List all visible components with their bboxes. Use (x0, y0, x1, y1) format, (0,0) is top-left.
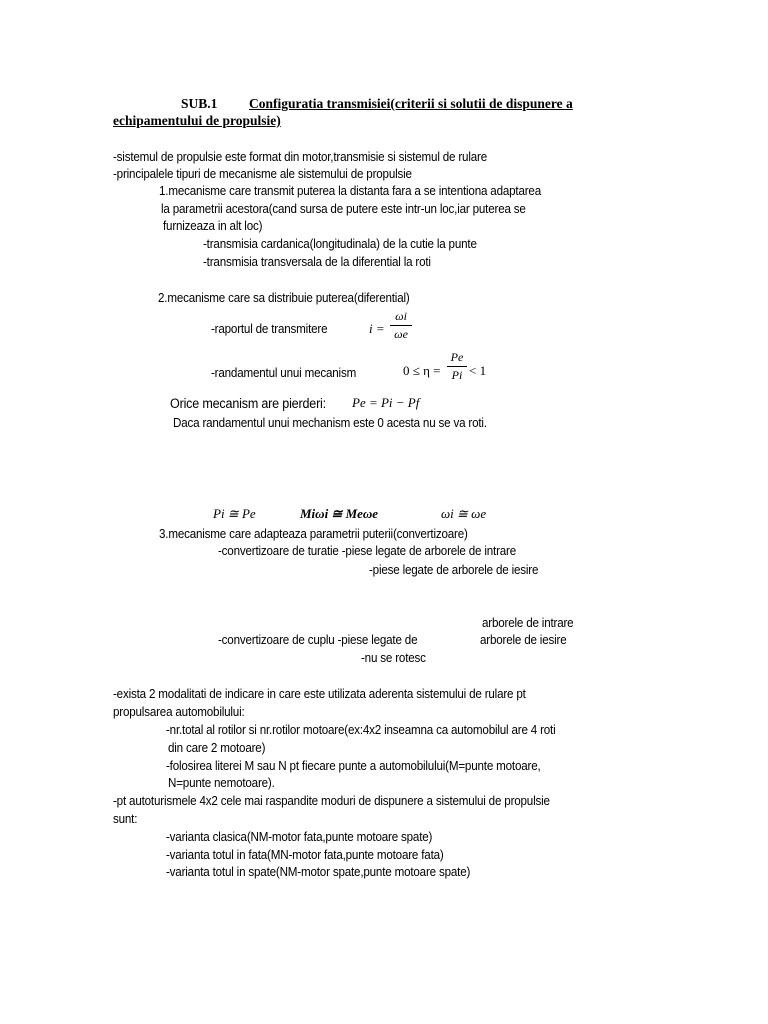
text-line: -piese legate de arborele de iesire (369, 563, 539, 577)
text-line: -varianta totul in fata(MN-motor fata,punte motoare fata) (166, 848, 444, 862)
text-line: furnizeaza in alt loc) (163, 219, 263, 233)
text-line: -principalele tipuri de mecanisme ale sistemului de propulsie (113, 167, 412, 181)
text-line: -varianta clasica(NM-motor fata,punte motoare spate) (166, 830, 433, 844)
text-line: 2.mecanisme care sa distribuie puterea(diferential) (158, 291, 410, 305)
fraction-bar (447, 366, 467, 367)
text-line: din care 2 motoare) (168, 741, 266, 755)
formula-ratio-fraction (390, 309, 412, 342)
formula-ratio-denominator: ωe (394, 327, 408, 341)
formula-ratio-lhs: i = (369, 321, 385, 336)
formula-torque-speed: Miωi ≅ Meωe (300, 506, 379, 521)
text-line: -convertizoare de turatie -piese legate de arborele de intrare (218, 544, 517, 558)
text-line: -varianta totul in spate(NM-motor spate,punte motoare spate) (166, 865, 471, 879)
formula-efficiency-numerator: Pe (450, 350, 464, 364)
text-line: Orice mecanism are pierderi: (170, 396, 326, 411)
text-line: -nr.total al rotilor si nr.rotilor motoare(ex:4x2 inseamna ca automobilul are 4 roti (166, 723, 556, 737)
text-line: -convertizoare de cuplu -piese legate de (218, 633, 418, 647)
text-line: propulsarea automobilului: (113, 705, 245, 719)
text-line: -folosirea literei M sau N pt fiecare punte a automobilului(M=punte motoare, (166, 759, 541, 773)
title-line-2: echipamentului de propulsie) (113, 113, 281, 128)
formula-speed-equal: ωi ≅ ωe (441, 506, 487, 521)
text-line: -randamentul unui mecanism (211, 366, 357, 380)
text-line: arborele de iesire (480, 633, 567, 647)
formula-efficiency-rhs: < 1 (469, 363, 487, 378)
text-line: -pt autoturismele 4x2 cele mai raspandite moduri de dispunere a sistemului de propulsie (113, 794, 550, 808)
formula-efficiency-denominator: Pi (451, 368, 463, 382)
title-sub: SUB.1 (181, 96, 218, 111)
formula-power-equal: Pi ≅ Pe (213, 506, 256, 521)
text-line: Daca randamentul unui mechanism este 0 acesta nu se va roti. (173, 416, 487, 430)
text-line: -sistemul de propulsie este format din motor,transmisie si sistemul de rulare (113, 150, 487, 164)
text-line: 1.mecanisme care transmit puterea la distanta fara a se intentiona adaptarea (159, 184, 541, 198)
text-line: -exista 2 modalitati de indicare in care este utilizata aderenta sistemului de rulare pt (113, 687, 526, 701)
text-line: la parametrii acestora(cand sursa de putere este intr-un loc,iar puterea se (161, 202, 526, 216)
fraction-bar (390, 325, 412, 326)
text-line: N=punte nemotoare). (168, 776, 275, 790)
text-line: -raportul de transmitere (211, 322, 328, 336)
formula-ratio-numerator: ωi (395, 309, 407, 323)
formula-efficiency-fraction (447, 350, 467, 383)
text-line: 3.mecanisme care adapteaza parametrii puterii(convertizoare) (159, 527, 468, 541)
text-line: -nu se rotesc (361, 651, 426, 665)
title-line-1: Configuratia transmisiei(criterii si solutii de dispunere a (249, 96, 573, 111)
text-line: sunt: (113, 812, 138, 826)
formula-losses: Pe = Pi − Pf (352, 395, 420, 410)
formula-efficiency-lhs: 0 ≤ η = (403, 363, 441, 378)
text-line: arborele de intrare (482, 616, 574, 630)
text-line: -transmisia transversala de la diferential la roti (203, 255, 431, 269)
text-line: -transmisia cardanica(longitudinala) de la cutie la punte (203, 237, 477, 251)
